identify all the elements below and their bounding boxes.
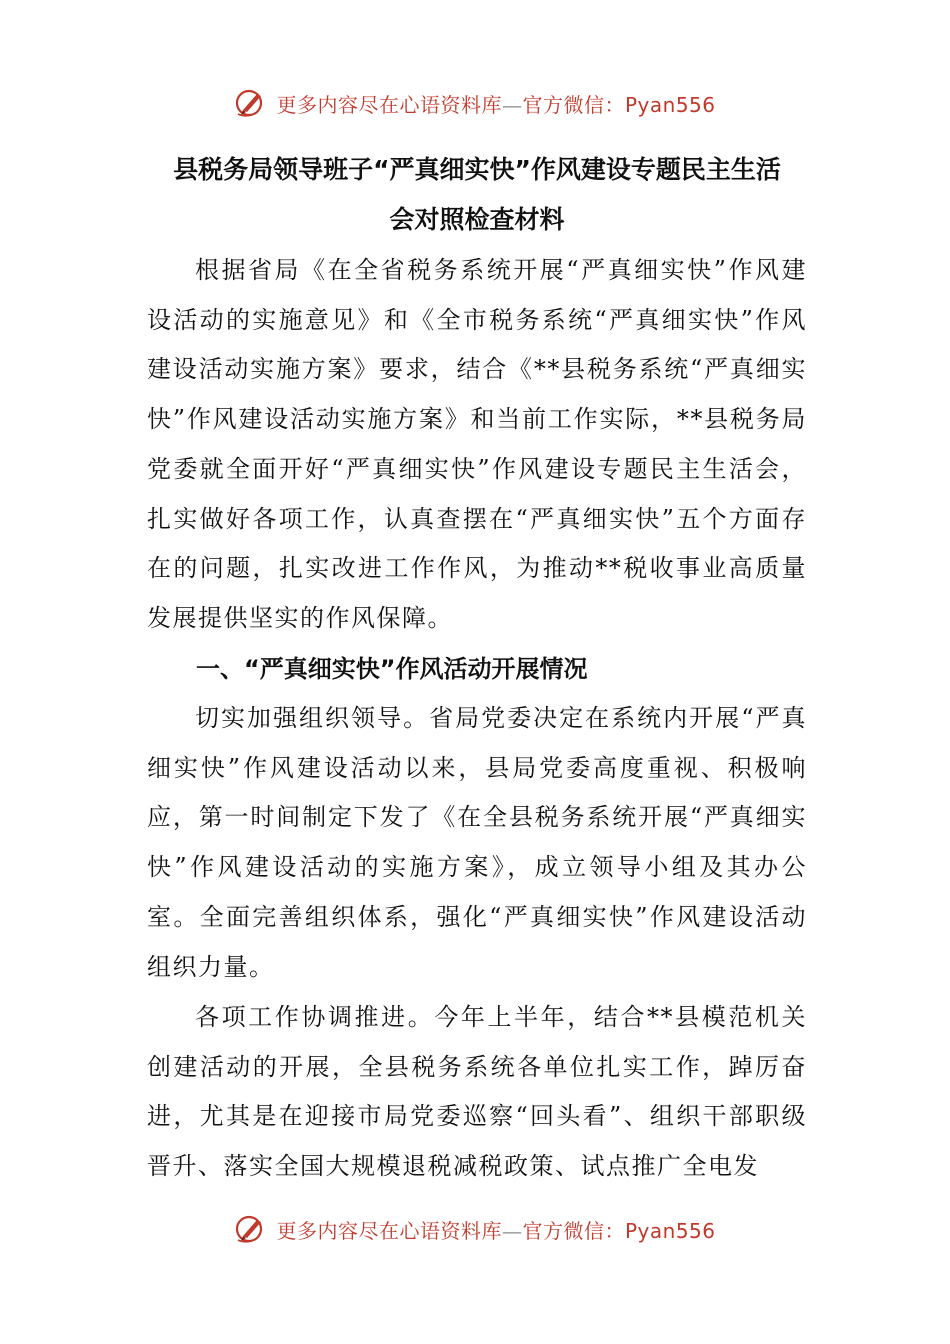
paragraph-intro: 根据省局《在全省税务系统开展“严真细实快”作风建设活动的实施意见》和《全市税务系统“严真细实快”作风建设活动实施方案》要求，结合《**县税务系统“严真细实快”作风建设活动实施方案》和当前工作实际，**县税务局党委就全面开好“严真细实快”作风建设专题民主生活会，扎实做好各项工作，认真查摆在“严真细实快”五个方面存在的问题，扎实改进工作作风，为推动**税收事业高质量发展提供坚实的作风保障。 bbox=[147, 256, 807, 632]
document-title-line1: 县税务局领导班子“严真细实快”作风建设专题民主生活 bbox=[173, 155, 781, 184]
banner-main-text: 更多内容尽在心语资料库 bbox=[276, 92, 502, 117]
paragraph-organization: 切实加强组织领导。省局党委决定在系统内开展“严真细实快”作风建设活动以来，县局党委高度重视、积极响应，第一时间制定下发了《在全县税务系统开展“严真细实快”作风建设活动的实施方案》，成立领导小组及其办公室。全面完善组织体系，强化“严真细实快”作风建设活动组织力量。 bbox=[147, 704, 807, 981]
header-banner bbox=[0, 81, 950, 125]
banner-separator: — bbox=[501, 1218, 523, 1243]
section-heading-1: 一、“严真细实快”作风活动开展情况 bbox=[196, 655, 588, 683]
banner-wechat-label: 官方微信： bbox=[522, 92, 625, 117]
paragraph-coordination: 各项工作协调推进。今年上半年，结合**县模范机关创建活动的开展，全县税务系统各单位扎实工作，踔厉奋进，尤其是在迎接市局党委巡察“回头看”、组织干部职级晋升、落实全国大规模退税减税政策、试点推广全电发 bbox=[147, 1003, 807, 1181]
footer-banner bbox=[0, 1207, 950, 1251]
banner-wechat-label: 官方微信： bbox=[522, 1218, 625, 1243]
banner-separator: — bbox=[501, 92, 523, 117]
banner-main-text: 更多内容尽在心语资料库 bbox=[276, 1218, 502, 1243]
banner-wechat-id: Pyan556 bbox=[624, 1218, 716, 1243]
document-title-line2: 会对照检查材料 bbox=[389, 205, 565, 234]
pen-circle-logo-icon bbox=[234, 86, 268, 120]
pen-circle-logo-icon bbox=[234, 1212, 268, 1246]
banner-text bbox=[276, 1215, 715, 1244]
banner-text bbox=[276, 89, 715, 118]
banner-wechat-id: Pyan556 bbox=[624, 92, 716, 117]
